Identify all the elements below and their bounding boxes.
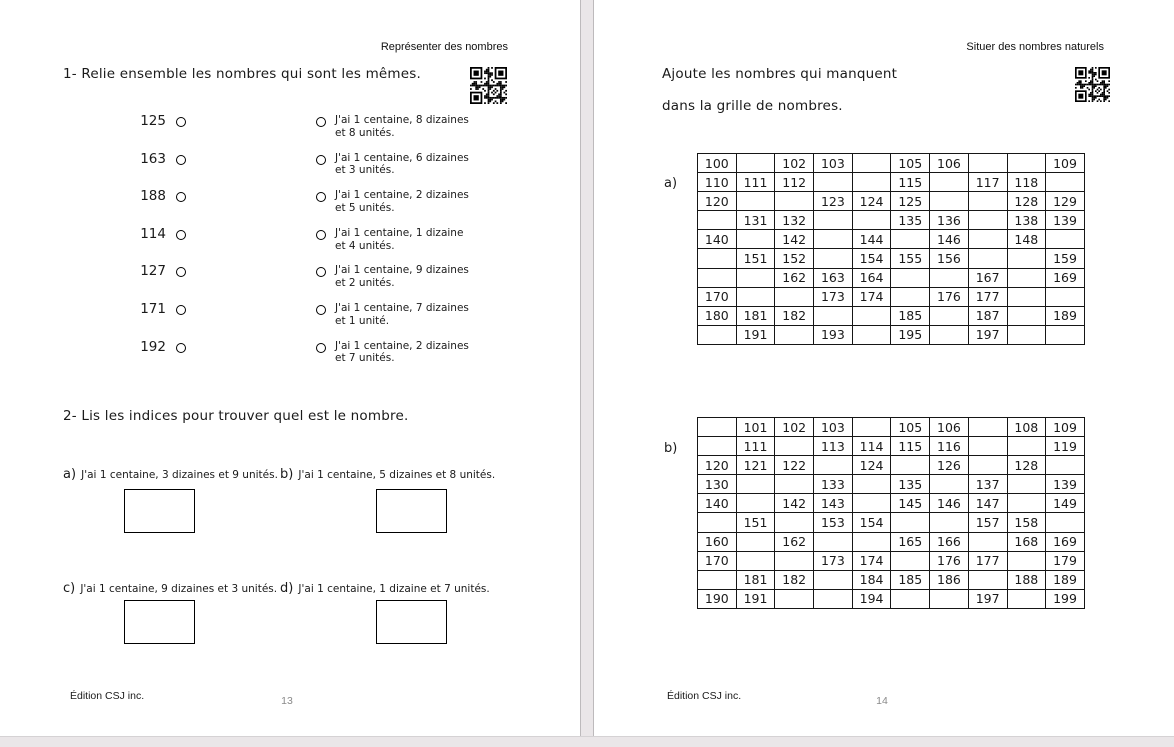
answer-box[interactable]	[124, 600, 195, 644]
bottom-strip	[0, 736, 1174, 747]
grid-cell-empty[interactable]	[736, 154, 775, 173]
grid-cell-filled: 194	[852, 589, 891, 608]
match-circle-left[interactable]	[176, 117, 186, 127]
grid-cell-empty[interactable]	[891, 513, 930, 532]
grid-cell-empty[interactable]	[1007, 154, 1046, 173]
grid-cell-filled: 129	[1046, 192, 1085, 211]
grid-cell-filled: 135	[891, 475, 930, 494]
grid-cell-empty[interactable]	[814, 230, 853, 249]
grid-cell-filled: 128	[1007, 456, 1046, 475]
grid-cell-filled: 112	[775, 173, 814, 192]
match-circle-right[interactable]	[316, 305, 326, 315]
grid-cell-empty[interactable]	[1007, 325, 1046, 344]
grid-cell-filled: 117	[968, 173, 1007, 192]
grid-cell-empty[interactable]	[1046, 325, 1085, 344]
match-circle-right[interactable]	[316, 155, 326, 165]
grid-cell-filled: 185	[891, 306, 930, 325]
grid-cell-empty[interactable]	[775, 287, 814, 306]
grid-cell-filled: 156	[930, 249, 969, 268]
grid-cell-empty[interactable]	[775, 513, 814, 532]
grid-cell-empty[interactable]	[1007, 494, 1046, 513]
grid-row	[698, 418, 1085, 437]
match-number: 125	[140, 113, 166, 129]
match-circle-left[interactable]	[176, 230, 186, 240]
clue-text: J'ai 1 centaine, 1 dizaine et 7 unités.	[298, 583, 490, 595]
grid-cell-filled: 193	[814, 325, 853, 344]
grid-cell-filled: 154	[852, 513, 891, 532]
grid-cell-filled: 142	[775, 494, 814, 513]
grid-b-label: b)	[664, 441, 678, 456]
publisher-left: Édition CSJ inc.	[70, 690, 145, 702]
grid-cell-filled: 113	[814, 437, 853, 456]
grid-cell-filled: 165	[891, 532, 930, 551]
grid-cell-filled: 184	[852, 570, 891, 589]
grid-cell-filled: 128	[1007, 192, 1046, 211]
grid-cell-filled: 154	[852, 249, 891, 268]
grid-cell-filled: 191	[736, 325, 775, 344]
grid-cell-filled: 176	[930, 551, 969, 570]
match-circle-right[interactable]	[316, 343, 326, 353]
grid-row	[698, 268, 1085, 287]
clue-text: J'ai 1 centaine, 9 dizaines et 3 unités.	[80, 583, 278, 595]
grid-cell-filled: 191	[736, 589, 775, 608]
match-circle-right[interactable]	[316, 267, 326, 277]
grid-cell-filled: 157	[968, 513, 1007, 532]
grid-cell-empty[interactable]	[891, 230, 930, 249]
match-clue-text: J'ai 1 centaine, 9 dizaines et 2 unités.	[335, 264, 469, 290]
grid-cell-empty[interactable]	[1046, 513, 1085, 532]
grid-cell-filled: 180	[698, 306, 737, 325]
clue-text: J'ai 1 centaine, 5 dizaines et 8 unités.	[298, 469, 496, 481]
grid-cell-filled: 123	[814, 192, 853, 211]
grid-cell-filled: 174	[852, 287, 891, 306]
grid-cell-empty[interactable]	[1046, 287, 1085, 306]
grid-cell-filled: 188	[1007, 570, 1046, 589]
match-list	[136, 114, 556, 377]
clue-text: J'ai 1 centaine, 3 dizaines et 9 unités.	[81, 469, 278, 481]
match-clue-text: J'ai 1 centaine, 6 dizaines et 3 unités.	[335, 151, 469, 177]
match-row	[136, 340, 556, 378]
grid-cell-filled: 102	[775, 418, 814, 437]
grid-cell-empty[interactable]	[930, 268, 969, 287]
grid-row	[698, 325, 1085, 344]
grid-cell-empty[interactable]	[1007, 551, 1046, 570]
grid-row	[698, 494, 1085, 513]
clue-line	[280, 577, 490, 596]
match-number: 163	[140, 150, 166, 167]
page-number-right: 14	[876, 695, 888, 707]
grid-cell-filled: 155	[891, 249, 930, 268]
grid-cell-empty[interactable]	[930, 325, 969, 344]
match-circle-right[interactable]	[316, 117, 326, 127]
grid-cell-empty[interactable]	[775, 192, 814, 211]
grid-cell-filled: 148	[1007, 230, 1046, 249]
grid-cell-filled: 162	[775, 532, 814, 551]
page-left	[0, 0, 580, 735]
grid-cell-filled: 145	[891, 494, 930, 513]
match-circle-left[interactable]	[176, 267, 186, 277]
grid-cell-empty[interactable]	[814, 211, 853, 230]
grid-cell-empty[interactable]	[736, 192, 775, 211]
grid-row	[698, 287, 1085, 306]
grid-cell-filled: 190	[698, 589, 737, 608]
grid-cell-empty[interactable]	[698, 513, 737, 532]
grid-cell-filled: 195	[891, 325, 930, 344]
grid-cell-empty[interactable]	[968, 154, 1007, 173]
grid-cell-empty[interactable]	[736, 287, 775, 306]
grid-row	[698, 437, 1085, 456]
grid-cell-filled: 140	[698, 494, 737, 513]
grid-row	[698, 532, 1085, 551]
match-circle-right[interactable]	[316, 192, 326, 202]
grid-cell-empty[interactable]	[1007, 268, 1046, 287]
grid-cell-filled: 105	[891, 418, 930, 437]
grid-cell-empty[interactable]	[814, 173, 853, 192]
grid-cell-empty[interactable]	[852, 306, 891, 325]
grid-cell-filled: 122	[775, 456, 814, 475]
grid-cell-empty[interactable]	[891, 551, 930, 570]
number-grid-b	[697, 417, 1085, 609]
grid-cell-filled: 199	[1046, 589, 1085, 608]
grid-cell-filled: 152	[775, 249, 814, 268]
grid-cell-empty[interactable]	[814, 249, 853, 268]
grid-cell-empty[interactable]	[775, 325, 814, 344]
match-clue-text: J'ai 1 centaine, 2 dizaines et 7 unités.	[335, 339, 469, 365]
clue-label: b)	[280, 467, 294, 482]
grid-cell-filled: 109	[1046, 418, 1085, 437]
match-number: 188	[140, 188, 166, 205]
grid-cell-empty[interactable]	[698, 325, 737, 344]
grid-cell-empty[interactable]	[736, 551, 775, 570]
grid-cell-empty[interactable]	[930, 513, 969, 532]
page-right	[594, 0, 1174, 735]
grid-cell-empty[interactable]	[1007, 589, 1046, 608]
grid-cell-filled: 124	[852, 192, 891, 211]
grid-cell-filled: 135	[891, 211, 930, 230]
match-circle-left[interactable]	[176, 192, 186, 202]
grid-cell-filled: 108	[1007, 418, 1046, 437]
grid-cell-empty[interactable]	[736, 475, 775, 494]
grid-cell-empty[interactable]	[698, 249, 737, 268]
grid-cell-empty[interactable]	[1046, 456, 1085, 475]
grid-cell-filled: 106	[930, 418, 969, 437]
grid-cell-empty[interactable]	[814, 589, 853, 608]
grid-cell-empty[interactable]	[968, 570, 1007, 589]
page-header-left: Représenter des nombres	[380, 41, 508, 53]
clue-line	[63, 577, 277, 596]
grid-cell-filled: 163	[814, 268, 853, 287]
grid-row	[698, 589, 1085, 608]
grid-cell-filled: 146	[930, 230, 969, 249]
grid-cell-filled: 140	[698, 230, 737, 249]
grid-cell-empty[interactable]	[968, 437, 1007, 456]
grid-row	[698, 211, 1085, 230]
grid-cell-filled: 177	[968, 287, 1007, 306]
match-row	[136, 264, 556, 302]
match-row	[136, 227, 556, 265]
grid-cell-filled: 139	[1046, 211, 1085, 230]
grid-cell-empty[interactable]	[775, 475, 814, 494]
grid-cell-filled: 137	[968, 475, 1007, 494]
grid-cell-filled: 125	[891, 192, 930, 211]
match-circle-left[interactable]	[176, 343, 186, 353]
grid-row	[698, 249, 1085, 268]
grid-cell-empty[interactable]	[698, 418, 737, 437]
clue-line	[63, 463, 278, 482]
match-circle-left[interactable]	[176, 305, 186, 315]
grid-cell-filled: 167	[968, 268, 1007, 287]
publisher-right: Édition CSJ inc.	[667, 690, 742, 702]
grid-cell-empty[interactable]	[852, 494, 891, 513]
grid-cell-empty[interactable]	[891, 268, 930, 287]
grid-cell-empty[interactable]	[891, 589, 930, 608]
qr-code-icon	[1075, 67, 1110, 102]
grid-row	[698, 306, 1085, 325]
grid-cell-filled: 103	[814, 418, 853, 437]
grid-cell-filled: 185	[891, 570, 930, 589]
grid-cell-filled: 162	[775, 268, 814, 287]
grid-cell-filled: 189	[1046, 306, 1085, 325]
grid-row	[698, 192, 1085, 211]
grid-cell-empty[interactable]	[968, 418, 1007, 437]
grid-cell-empty[interactable]	[1007, 249, 1046, 268]
grid-row	[698, 230, 1085, 249]
qr-code-icon	[470, 67, 507, 104]
grid-cell-filled: 160	[698, 532, 737, 551]
match-clue-text: J'ai 1 centaine, 8 dizaines et 8 unités.	[335, 114, 469, 139]
grid-cell-filled: 146	[930, 494, 969, 513]
grid-cell-empty[interactable]	[1046, 173, 1085, 192]
grid-cell-filled: 176	[930, 287, 969, 306]
grid-row	[698, 570, 1085, 589]
grid-cell-filled: 147	[968, 494, 1007, 513]
grid-cell-filled: 114	[852, 437, 891, 456]
grid-cell-empty[interactable]	[930, 173, 969, 192]
grid-cell-filled: 138	[1007, 211, 1046, 230]
grid-cell-filled: 174	[852, 551, 891, 570]
grid-cell-empty[interactable]	[736, 532, 775, 551]
grid-cell-empty[interactable]	[852, 532, 891, 551]
grid-cell-empty[interactable]	[814, 570, 853, 589]
grid-cell-empty[interactable]	[814, 306, 853, 325]
grid-cell-filled: 158	[1007, 513, 1046, 532]
grid-cell-filled: 181	[736, 570, 775, 589]
grid-cell-empty[interactable]	[930, 475, 969, 494]
grid-cell-filled: 124	[852, 456, 891, 475]
grid-cell-filled: 118	[1007, 173, 1046, 192]
grid-cell-filled: 110	[698, 173, 737, 192]
grid-cell-filled: 130	[698, 475, 737, 494]
grid-cell-filled: 132	[775, 211, 814, 230]
match-row	[136, 302, 556, 340]
grid-cell-filled: 177	[968, 551, 1007, 570]
grid-cell-filled: 173	[814, 551, 853, 570]
grid-cell-filled: 186	[930, 570, 969, 589]
grid-cell-filled: 197	[968, 589, 1007, 608]
answer-box[interactable]	[124, 489, 195, 533]
grid-cell-empty[interactable]	[1007, 287, 1046, 306]
grid-cell-filled: 116	[930, 437, 969, 456]
grid-cell-filled: 131	[736, 211, 775, 230]
grid-cell-filled: 115	[891, 437, 930, 456]
grid-cell-empty[interactable]	[814, 456, 853, 475]
answer-box[interactable]	[376, 489, 447, 533]
grid-cell-filled: 164	[852, 268, 891, 287]
grid-cell-filled: 136	[930, 211, 969, 230]
grid-cell-filled: 181	[736, 306, 775, 325]
grid-cell-empty[interactable]	[852, 325, 891, 344]
clue-line	[280, 463, 495, 482]
grid-cell-filled: 169	[1046, 532, 1085, 551]
match-number: 192	[140, 338, 166, 355]
page-divider	[580, 0, 594, 747]
grid-cell-filled: 126	[930, 456, 969, 475]
grid-cell-filled: 173	[814, 287, 853, 306]
grid-cell-empty[interactable]	[930, 306, 969, 325]
clue-label: d)	[280, 581, 294, 596]
exercise1-title: 1- Relie ensemble les nombres qui sont les mêmes.	[63, 66, 422, 82]
grid-row	[698, 475, 1085, 494]
grid-cell-filled: 169	[1046, 268, 1085, 287]
match-clue-text: J'ai 1 centaine, 7 dizaines et 1 unité.	[335, 301, 469, 327]
match-row	[136, 152, 556, 190]
grid-cell-filled: 153	[814, 513, 853, 532]
grid-cell-empty[interactable]	[930, 192, 969, 211]
grid-cell-filled: 170	[698, 551, 737, 570]
match-row	[136, 189, 556, 227]
grid-cell-empty[interactable]	[891, 456, 930, 475]
grid-cell-empty[interactable]	[736, 494, 775, 513]
grid-row	[698, 513, 1085, 532]
grid-cell-empty[interactable]	[852, 173, 891, 192]
grid-cell-filled: 182	[775, 306, 814, 325]
grid-cell-empty[interactable]	[1007, 306, 1046, 325]
number-grid-a	[697, 153, 1085, 345]
grid-cell-filled: 144	[852, 230, 891, 249]
grid-cell-empty[interactable]	[930, 589, 969, 608]
grid-cell-filled: 168	[1007, 532, 1046, 551]
match-number: 127	[140, 263, 166, 280]
grid-cell-filled: 120	[698, 192, 737, 211]
grid-cell-filled: 159	[1046, 249, 1085, 268]
grid-cell-filled: 109	[1046, 154, 1085, 173]
grid-cell-filled: 103	[814, 154, 853, 173]
grid-cell-empty[interactable]	[698, 211, 737, 230]
grid-cell-empty[interactable]	[736, 230, 775, 249]
grid-cell-filled: 111	[736, 173, 775, 192]
grid-cell-empty[interactable]	[852, 475, 891, 494]
grid-row	[698, 173, 1085, 192]
grid-cell-empty[interactable]	[698, 437, 737, 456]
grid-cell-filled: 197	[968, 325, 1007, 344]
match-circle-right[interactable]	[316, 230, 326, 240]
grid-cell-empty[interactable]	[814, 532, 853, 551]
exercise2-title: 2- Lis les indices pour trouver quel est le nombre.	[63, 408, 409, 424]
instruction-line-1: Ajoute les nombres qui manquent	[662, 66, 898, 82]
grid-cell-filled: 133	[814, 475, 853, 494]
grid-cell-filled: 102	[775, 154, 814, 173]
clue-label: c)	[63, 581, 76, 596]
grid-cell-filled: 151	[736, 249, 775, 268]
grid-cell-filled: 143	[814, 494, 853, 513]
grid-cell-empty[interactable]	[968, 456, 1007, 475]
grid-cell-empty[interactable]	[698, 268, 737, 287]
grid-cell-filled: 187	[968, 306, 1007, 325]
grid-cell-filled: 105	[891, 154, 930, 173]
page-header-right: Situer des nombres naturels	[966, 41, 1104, 53]
grid-cell-empty[interactable]	[968, 192, 1007, 211]
grid-cell-empty[interactable]	[852, 211, 891, 230]
match-number: 171	[140, 300, 166, 317]
grid-cell-filled: 182	[775, 570, 814, 589]
grid-cell-empty[interactable]	[1007, 437, 1046, 456]
match-row	[136, 114, 556, 152]
grid-cell-empty[interactable]	[968, 211, 1007, 230]
answer-box[interactable]	[376, 600, 447, 644]
grid-cell-empty[interactable]	[1046, 230, 1085, 249]
grid-cell-filled: 119	[1046, 437, 1085, 456]
grid-cell-filled: 115	[891, 173, 930, 192]
grid-cell-filled: 149	[1046, 494, 1085, 513]
grid-cell-empty[interactable]	[698, 570, 737, 589]
grid-cell-filled: 151	[736, 513, 775, 532]
grid-cell-filled: 170	[698, 287, 737, 306]
grid-cell-empty[interactable]	[852, 418, 891, 437]
instruction-line-2: dans la grille de nombres.	[662, 98, 843, 114]
grid-cell-filled: 189	[1046, 570, 1085, 589]
grid-cell-filled: 139	[1046, 475, 1085, 494]
grid-cell-empty[interactable]	[775, 437, 814, 456]
grid-cell-empty[interactable]	[736, 268, 775, 287]
grid-cell-filled: 166	[930, 532, 969, 551]
grid-row	[698, 154, 1085, 173]
match-circle-left[interactable]	[176, 155, 186, 165]
grid-cell-filled: 111	[736, 437, 775, 456]
grid-a-label: a)	[664, 176, 678, 191]
grid-cell-empty[interactable]	[775, 551, 814, 570]
grid-cell-empty[interactable]	[968, 532, 1007, 551]
grid-cell-filled: 121	[736, 456, 775, 475]
grid-cell-filled: 179	[1046, 551, 1085, 570]
clue-label: a)	[63, 467, 77, 482]
match-clue-text: J'ai 1 centaine, 2 dizaines et 5 unités.	[335, 189, 469, 214]
match-number: 114	[140, 225, 166, 242]
grid-cell-empty[interactable]	[891, 287, 930, 306]
grid-cell-empty[interactable]	[852, 154, 891, 173]
grid-cell-filled: 100	[698, 154, 737, 173]
grid-cell-empty[interactable]	[968, 249, 1007, 268]
grid-cell-filled: 106	[930, 154, 969, 173]
grid-cell-empty[interactable]	[775, 589, 814, 608]
grid-row	[698, 551, 1085, 570]
page-number-left: 13	[281, 695, 293, 707]
grid-cell-filled: 120	[698, 456, 737, 475]
grid-cell-empty[interactable]	[968, 230, 1007, 249]
grid-cell-empty[interactable]	[1007, 475, 1046, 494]
grid-cell-filled: 101	[736, 418, 775, 437]
match-clue-text: J'ai 1 centaine, 1 dizaine et 4 unités.	[335, 226, 464, 252]
grid-row	[698, 456, 1085, 475]
grid-cell-filled: 142	[775, 230, 814, 249]
